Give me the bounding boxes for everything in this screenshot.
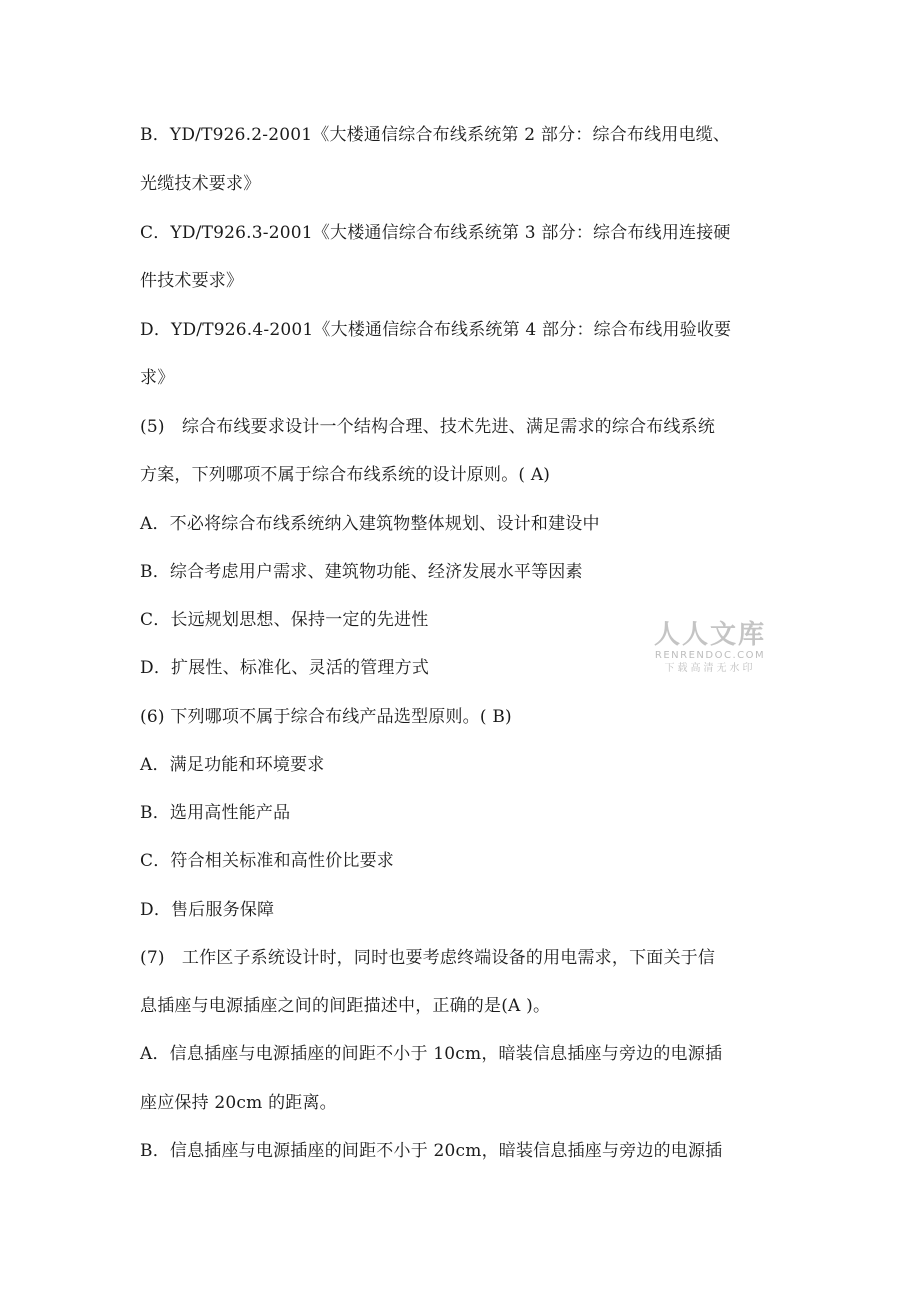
text-line: 座应保持 20cm 的距离。 [140,1093,337,1113]
option-a: A．满足功能和环境要求 [140,755,325,775]
option-d: D．扩展性、标准化、灵活的管理方式 [140,658,430,678]
text-line: 息插座与电源插座之间的间距描述中，正确的是(A )。 [140,996,551,1016]
option-a: A．信息插座与电源插座的间距不小于 10cm，暗装信息插座与旁边的电源插 [140,1044,723,1064]
text-line: 求》 [140,368,175,388]
watermark-logo [645,620,775,676]
option-b: B．信息插座与电源插座的间距不小于 20cm，暗装信息插座与旁边的电源插 [140,1141,723,1161]
question-7-line: (7) 工作区子系统设计时，同时也要考虑终端设备的用电需求，下面关于信 [140,948,716,968]
text-line: D．YD/T926.4-2001《大楼通信综合布线系统第 4 部分：综合布线用验收要 [140,320,732,340]
text-line: B．YD/T926.2-2001《大楼通信综合布线系统第 2 部分：综合布线用电缆、 [140,125,731,145]
question-6-line: (6) 下列哪项不属于综合布线产品选型原则。( B) [140,707,512,727]
text-line: 光缆技术要求》 [140,174,261,194]
option-c: C．长远规划思想、保持一定的先进性 [140,610,429,630]
text-line: 件技术要求》 [140,271,244,291]
watermark-title: 人人文库 [653,620,766,650]
option-d: D．售后服务保障 [140,900,275,920]
text-line: C．YD/T926.3-2001《大楼通信综合布线系统第 3 部分：综合布线用连接硬 [140,223,731,243]
text-line: 方案，下列哪项不属于综合布线系统的设计原则。( A) [140,465,551,485]
option-c: C．符合相关标准和高性价比要求 [140,851,395,871]
watermark-domain: RENRENDOC.COM [654,650,766,661]
option-b: B．选用高性能产品 [140,803,291,823]
watermark-slogan: 下载高清无水印 [664,663,756,674]
option-a: A．不必将综合布线系统纳入建筑物整体规划、设计和建设中 [140,514,600,534]
question-5-line: (5) 综合布线要求设计一个结构合理、技术先进、满足需求的综合布线系统 [140,417,716,437]
option-b: B．综合考虑用户需求、建筑物功能、经济发展水平等因素 [140,562,583,582]
